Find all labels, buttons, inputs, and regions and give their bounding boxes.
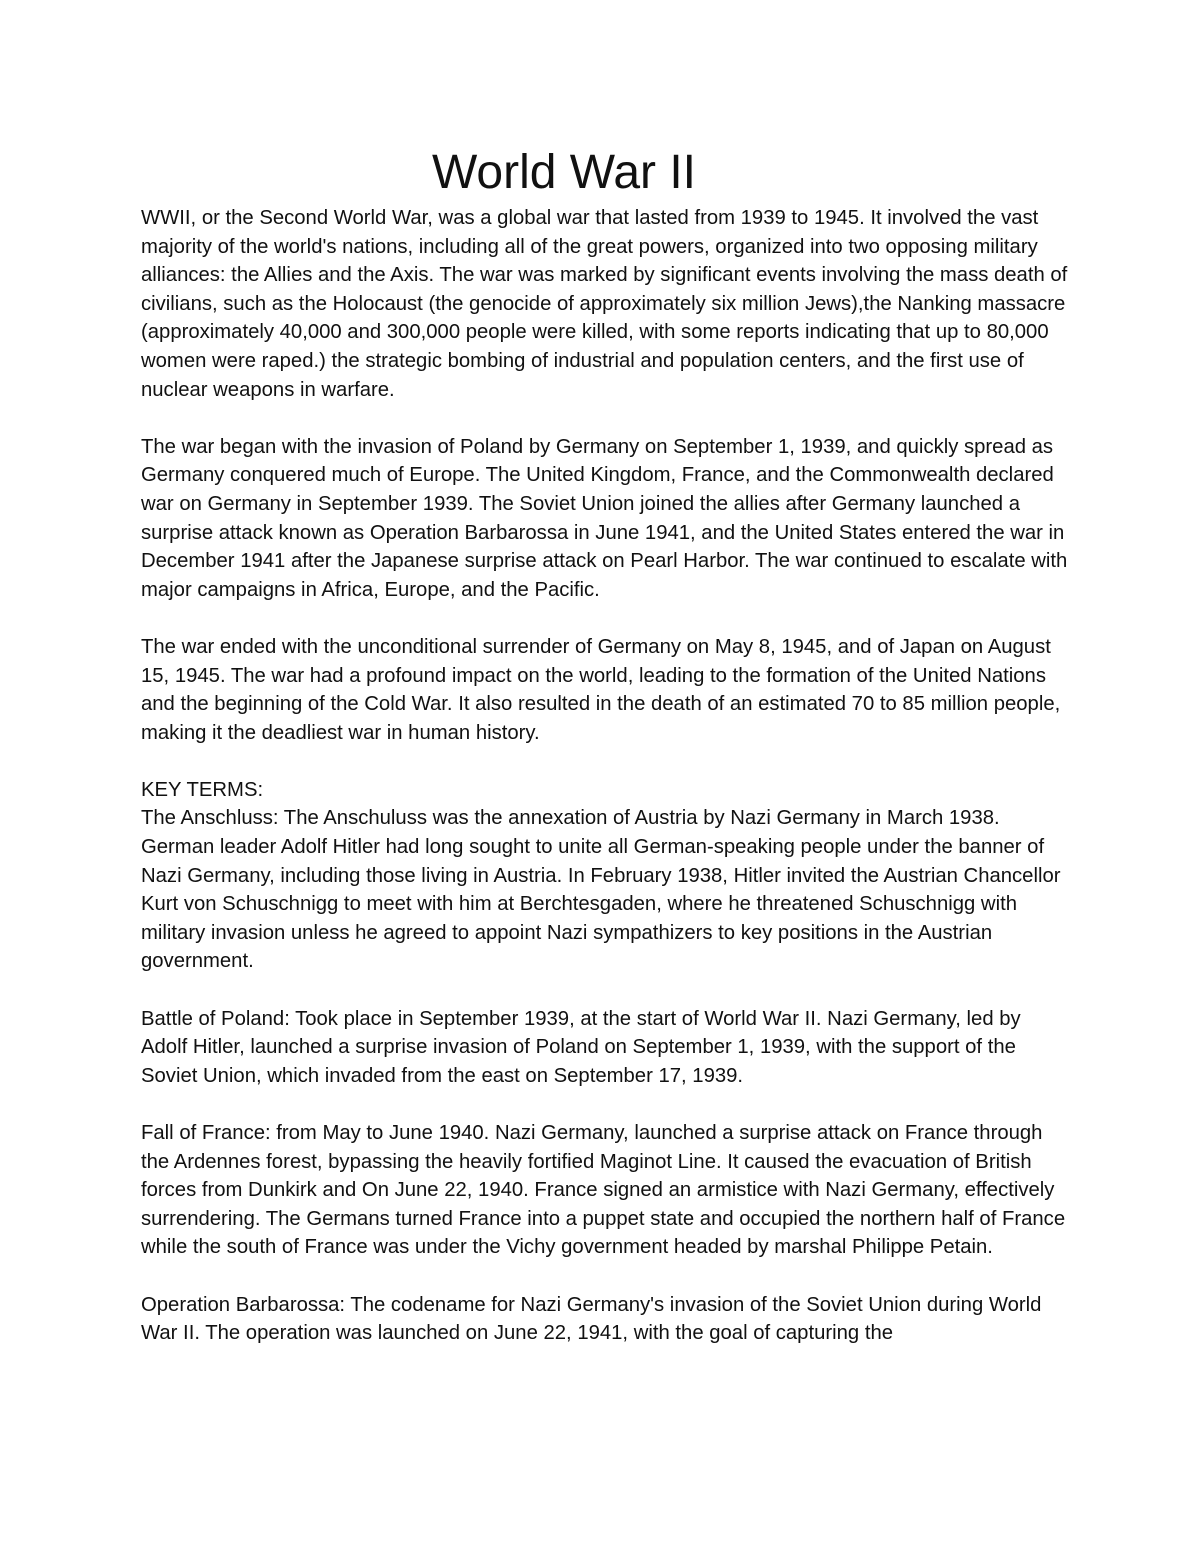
key-term-battle-of-poland: Battle of Poland: Took place in September 1939, at the start of World War II. Nazi Germany, led by Adolf Hitler, launched a surprise invasion of Poland on September 1, 1939, with the support of the Soviet Union, which invaded from the east on September 17, 1939. [141, 1007, 1021, 1087]
paragraph-war-began: The war began with the invasion of Poland by Germany on September 1, 1939, and quickly spread as Germany conquered much of Europe. The United Kingdom, France, and the Commonwealth declared war on Germany in September 1939. The Soviet Union joined the allies after Germany launched a surprise attack known as Operation Barbarossa in June 1941, and the United States entered the war in December 1941 after the Japanese surprise attack on Pearl Harbor. The war continued to escalate with major campaigns in Africa, Europe, and the Pacific. [141, 435, 1068, 601]
page-title: World War II [431, 146, 697, 199]
paragraph-war-ended: The war ended with the unconditional surrender of Germany on May 8, 1945, and of Japan on August 15, 1945. The war had a profound impact on the world, leading to the formation of the United Nations and the beginning of the Cold War. It also resulted in the death of an estimated 70 to 85 million people, making it the deadliest war in human history. [141, 635, 1061, 744]
document-body [141, 204, 1071, 1348]
key-term-anschluss: The Anschluss: The Anschuluss was the annexation of Austria by Nazi Germany in March 1938. German leader Adolf Hitler had long sought to unite all German-speaking people under the banner of Nazi Germany, including those living in Austria. In February 1938, Hitler invited the Austrian Chancellor Kurt von Schuschnigg to meet with him at Berchtesgaden, where he threatened Schuschnigg with military invasion unless he agreed to appoint Nazi sympathizers to key positions in the Austrian government. [141, 807, 1061, 973]
key-terms-heading: KEY TERMS: [141, 778, 264, 801]
key-term-operation-barbarossa: Operation Barbarossa: The codename for Nazi Germany's invasion of the Soviet Union during World War II. The operation was launched on June 22, 1941, with the goal of capturing the [141, 1293, 1042, 1345]
key-term-fall-of-france: Fall of France: from May to June 1940. Nazi Germany, launched a surprise attack on France through the Ardennes forest, bypassing the heavily fortified Maginot Line. It caused the evacuation of British forces from Dunkirk and On June 22, 1940. France signed an armistice with Nazi Germany, effectively surrendering. The Germans turned France into a puppet state and occupied the northern half of France while the south of France was under the Vichy government headed by marshal Philippe Petain. [141, 1122, 1066, 1259]
paragraph-intro: WWII, or the Second World War, was a global war that lasted from 1939 to 1945. It involved the vast majority of the world's nations, including all of the great powers, organized into two opposing military alliances: the Allies and the Axis. The war was marked by significant events involving the mass death of civilians, such as the Holocaust (the genocide of approximately six million Jews),the Nanking massacre (approximately 40,000 and 300,000 people were killed, with some reports indicating that up to 80,000 women were raped.) the strategic bombing of industrial and population centers, and the first use of nuclear weapons in warfare. [141, 207, 1068, 401]
